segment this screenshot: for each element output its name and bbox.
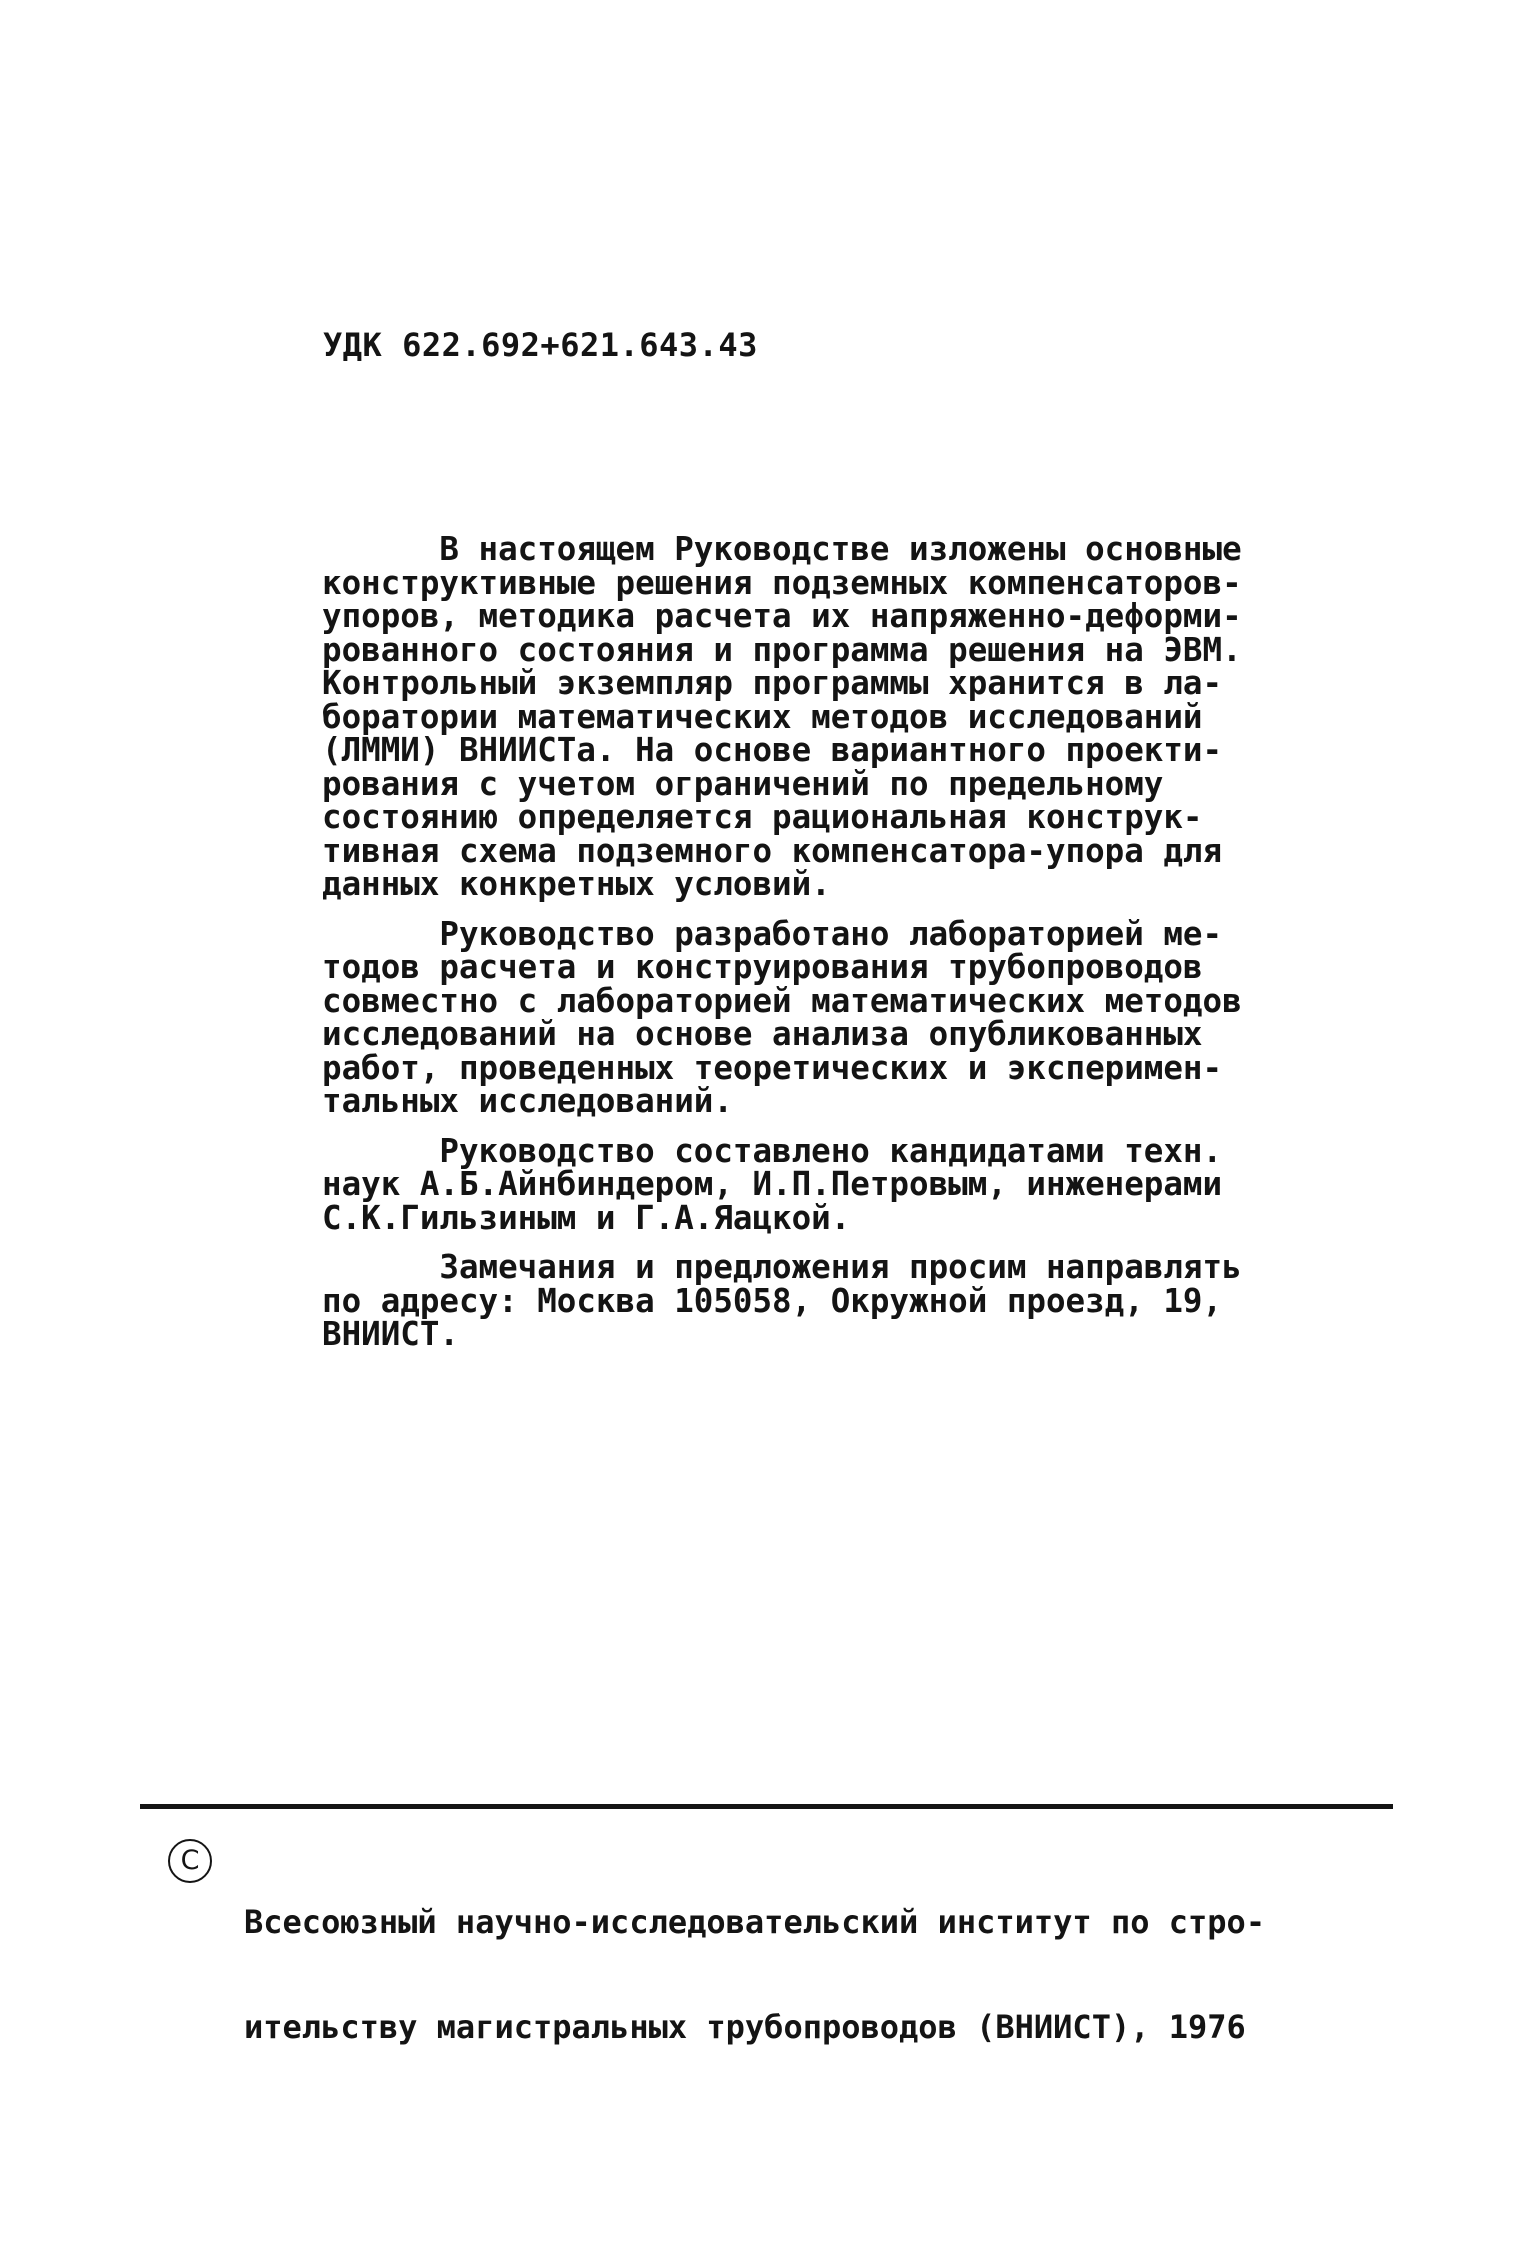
text-line: Всесоюзный научно-исследовательский институт по стро-	[244, 1903, 1266, 1941]
text-line: совместно с лабораторией математических методов	[322, 981, 1242, 1020]
copyright-text	[244, 1835, 1265, 2115]
text-line: по адресу: Москва 105058, Окружной проезд, 19,	[322, 1281, 1223, 1320]
paragraph-contact	[322, 1248, 1282, 1353]
body-text	[322, 530, 1282, 1368]
text-line: наук А.Б.Айнбиндером, И.П.Петровым, инженерами	[322, 1165, 1223, 1203]
text-line: работ, проведенных теоретических и эксперимен-	[322, 1048, 1223, 1087]
text-line: упоров, методика расчета их напряженно-деформи-	[322, 597, 1242, 635]
text-line: рованного состояния и программа решения на ЭВМ.	[322, 630, 1242, 669]
text-line: Замечания и предложения просим направлять	[322, 1248, 1242, 1286]
text-line: рования с учетом ограничений по предельному	[322, 764, 1164, 803]
text-line: Контрольный экземпляр программы хранится в ла-	[322, 664, 1223, 702]
text-line: исследований на основе анализа опубликованных	[322, 1015, 1203, 1053]
text-line: состоянию определяется рациональная конструк-	[322, 798, 1203, 836]
paragraph-authors	[322, 1131, 1282, 1237]
footer-divider	[140, 1804, 1393, 1809]
text-line: С.К.Гильзиным и Г.А.Яацкой.	[322, 1198, 851, 1237]
text-line: боратории математических методов исследований	[322, 697, 1203, 736]
text-line: тальных исследований.	[322, 1082, 733, 1120]
paragraph-summary	[322, 530, 1282, 903]
text-line: тивная схема подземного компенсатора-упора для	[322, 831, 1223, 870]
text-line: (ЛММИ) ВНИИСТа. На основе вариантного проекти-	[322, 731, 1223, 769]
udk-code: УДК 622.692+621.643.43	[323, 326, 758, 364]
paragraph-developers	[322, 914, 1282, 1120]
text-line: ительству магистральных трубопроводов (ВНИИСТ), 1976	[244, 2008, 1246, 2046]
text-line: Руководство разработано лабораторией ме-	[322, 914, 1223, 953]
copyright-icon: C	[168, 1839, 212, 1883]
text-line: Руководство составлено кандидатами техн.	[322, 1131, 1223, 1170]
text-line: В настоящем Руководстве изложены основные	[322, 530, 1242, 568]
text-line: данных конкретных условий.	[322, 865, 831, 903]
text-line: конструктивные решения подземных компенсаторов-	[322, 563, 1242, 602]
text-line: ВНИИСТ.	[322, 1315, 459, 1353]
text-line: тодов расчета и конструирования трубопроводов	[322, 948, 1203, 986]
